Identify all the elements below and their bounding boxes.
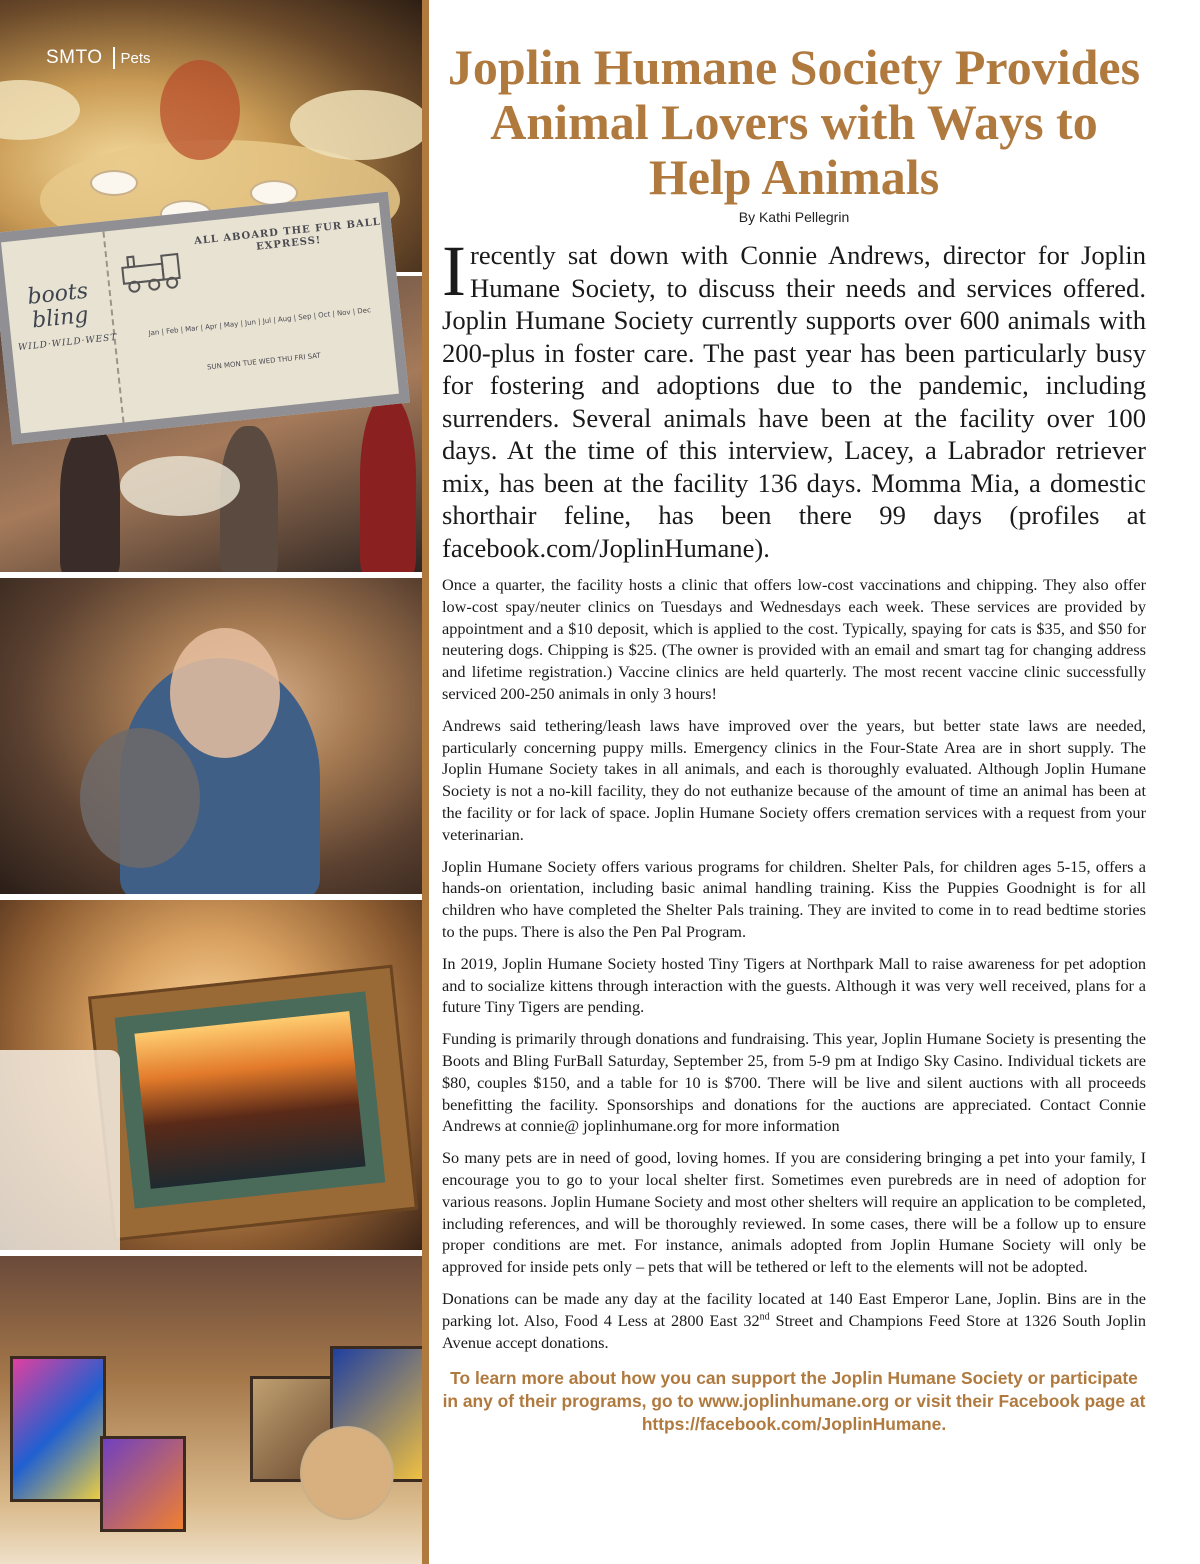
ticket-logo-line: boots	[26, 278, 90, 310]
lead-paragraph	[442, 231, 1146, 564]
byline: By Kathi Pellegrin	[738, 209, 850, 225]
body-text: Street and Champions Feed Store at 1326 South Joplin Avenue accept donations.	[442, 1310, 1146, 1352]
table-shape	[290, 90, 422, 160]
drop-cap: I	[442, 231, 466, 311]
table-shape	[120, 456, 240, 516]
body-paragraph: In 2019, Joplin Humane Society hosted Tiny Tigers at Northpark Mall to raise awareness for pet adoption and to socialize kittens through interaction with the guests. Although it was very well received, plans for a future Tiny Tigers are pending.	[442, 953, 1146, 1017]
photo-framed-painting	[0, 900, 422, 1250]
article-title: Joplin Humane Society Provides Animal Lovers with Ways to Help Animals	[447, 39, 1141, 205]
body-paragraph	[442, 1288, 1146, 1353]
article	[442, 40, 1146, 1436]
ordinal-suffix: nd	[759, 1311, 770, 1323]
section-tag	[36, 43, 151, 73]
ticket-logo-subtitle: WILD·WILD·WEST	[17, 332, 118, 354]
ticket-headline: ALL ABOARD THE FUR BALL EXPRESS!	[193, 216, 382, 253]
event-ticket-card	[0, 192, 410, 445]
body-paragraph: Andrews said tethering/leash laws have improved over the years, but better state laws are needed, particularly concerning puppy mills. Emergency clinics in the Four-State Area are in short supply. The Joplin Humane Society takes in all animals, and each is thoroughly evaluated. Although Joplin Humane Society is not a no-kill facility, they do not euthanize because of the amount of time an animal has been at the facility or for lack of space. Joplin Humane Society offers cremation services with a request from your veterinarian.	[442, 715, 1146, 844]
body-paragraph: So many pets are in need of good, loving homes. If you are considering bringing a pet into your family, I encourage you to go to your local shelter first. Sometimes even purebreds are in need of adoption for various reasons. Joplin Humane Society and most other shelters will require an application to be completed, including references, and will be thoroughly reviewed. In some cases, there will be a follow up to ensure proper conditions are met. For instance, animals adopted from Joplin Humane Society will only be approved for inside pets only – pets that will be tethered or left to the elements will not be adopted.	[442, 1148, 1146, 1277]
person-shape	[60, 426, 120, 572]
table-shape	[0, 1050, 120, 1250]
photo-woman-with-puppy	[0, 578, 422, 894]
ticket-months: Jan | Feb | Mar | Apr | May | Jun | Jul | Aug | Sep | Oct | Nov | Dec	[148, 306, 372, 338]
canvas-shape	[10, 1356, 106, 1502]
painting-shape	[134, 1011, 365, 1189]
magazine-label: SMTO	[46, 47, 103, 68]
call-to-action: To learn more about how you can support the Joplin Humane Society or participate in any of their programs, go to www.joplinhumane.org or visit their Facebook page at https://facebook.com/JoplinHumane.	[442, 1368, 1146, 1435]
section-label: Pets	[120, 49, 151, 67]
body-paragraph: Funding is primarily through donations and fundraising. This year, Joplin Humane Society is presenting the Boots and Bling FurBall Saturday, September 25, from 5-9 pm at Indigo Sky Casino. Individual tickets are $80, couples $150, and a table for 10 is $700. There will be live and silent auctions with all proceeds benefitting the facility. Sponsorships and donations for the auctions are appreciated. Contact Connie Andrews at connie@ joplinhumane.org for more information	[442, 1029, 1146, 1136]
puppy-shape	[80, 728, 200, 868]
train-icon	[114, 243, 188, 296]
body-paragraph: Joplin Humane Society offers various programs for children. Shelter Pals, for children ages 5-15, offers a hands-on orientation, including basic animal handling training. Kiss the Puppies Goodnight is for all children who have completed the Shelter Pals training. They are invited to come in to read bedtime stories to the pups. There is also the Pen Pal Program.	[442, 856, 1146, 941]
centerpiece-shape	[160, 60, 240, 160]
divider	[113, 47, 115, 69]
person-shape	[360, 396, 416, 572]
plate-shape	[300, 1426, 394, 1520]
table-shape	[0, 80, 80, 140]
photo-column	[0, 0, 422, 1564]
ticket-logo	[12, 278, 118, 354]
body-paragraph: Once a quarter, the facility hosts a clinic that offers low-cost vaccinations and chipping. They also offer low-cost spay/neuter clinics on Tuesdays and Wednesdays each week. These services are provided by appointment and a $10 deposit, which is applied to the cost. Typically, spaying for cats is $35, and $50 for neutering dogs. Chipping is $25. (The owner is provided with an email and smart tag for changing address and lifetime registration.) Vaccine clinics are held quarterly. The most recent vaccine clinic successfully serviced 200-250 animals in only 3 hours!	[442, 575, 1146, 703]
ticket-days: SUN MON TUE WED THU FRI SAT	[206, 351, 322, 372]
body-text: Donations can be made any day at the facility located at 140 East Emperor Lane, Joplin. Bins are in the parking lot. Also, Food 4 Less at 2800 East 32	[442, 1288, 1146, 1330]
column-divider	[422, 0, 429, 1564]
lead-text: recently sat down with Connie Andrews, director for Joplin Humane Society, to discuss their needs and services offered. Joplin Humane Society currently supports over 600 animals with 200-plus in foster care. The past year has been particularly busy for fostering and adoptions due to the pandemic, including surrenders. Several animals have been at the facility over 100 days. At the time of this interview, Lacey, a Labrador retriever mix, has been at the facility 136 days. Momma Mia, a domestic shorthair feline, has been there 99 days (profiles at facebook.com/JoplinHumane).	[442, 240, 1146, 563]
canvas-shape	[100, 1436, 186, 1532]
face-shape	[170, 628, 280, 758]
plate-shape	[90, 170, 138, 196]
photo-auction-items	[0, 1256, 422, 1564]
ticket-logo-line: bling	[30, 302, 90, 334]
